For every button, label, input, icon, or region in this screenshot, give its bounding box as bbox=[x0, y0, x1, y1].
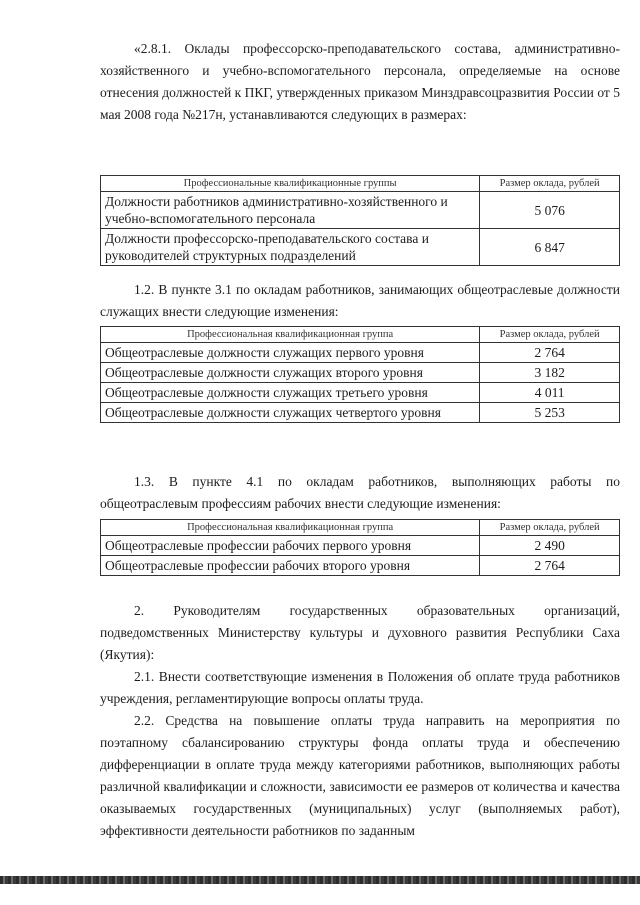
table-header-row bbox=[101, 520, 620, 536]
salary-value: 2 764 bbox=[480, 343, 620, 363]
column-header-salary: Размер оклада, рублей bbox=[480, 176, 620, 192]
table-row bbox=[101, 383, 620, 403]
salary-table-pkg bbox=[100, 175, 620, 266]
table-row bbox=[101, 343, 620, 363]
salary-value: 4 011 bbox=[480, 383, 620, 403]
salary-table-employees bbox=[100, 326, 620, 423]
paragraph-2-2: 2.2. Средства на повышение оплаты труда направить на мероприятия по поэтапному сбалансированию структуры фонда оплаты труда и обеспечению дифференциации в оплате труда между категориями работников, выполняющих работы различной квалификации и сложности, зависимости ее размеров от количества и качества оказываемых государственных (муниципальных) услуг (выполняемых работ), эффективности деятельности работников по заданным bbox=[100, 713, 620, 838]
paragraph-2-8-1: «2.8.1. Оклады профессорско-преподавательского состава, административно-хозяйственного и учебно-вспомогательного персонала, определяемые на основе отнесения должностей к ПКГ, утвержденных приказом Минздравсоцразвития России от 5 мая 2008 года №217н, устанавливаются следующих в размерах: bbox=[100, 41, 620, 122]
table-row bbox=[101, 192, 620, 229]
group-name: Общеотраслевые профессии рабочих второго уровня bbox=[101, 556, 480, 576]
group-name: Общеотраслевые должности служащих третьего уровня bbox=[101, 383, 480, 403]
paragraph-1-2: 1.2. В пункте 3.1 по окладам работников, занимающих общеотраслевые должности служащих внести следующие изменения: bbox=[100, 282, 620, 319]
group-name: Должности работников административно-хозяйственного и учебно-вспомогательного персонала bbox=[101, 192, 480, 229]
scan-edge-line bbox=[0, 876, 640, 884]
salary-table-workers bbox=[100, 519, 620, 576]
group-name: Общеотраслевые должности служащих первого уровня bbox=[101, 343, 480, 363]
column-header-salary: Размер оклада, рублей bbox=[480, 520, 620, 536]
paragraph-2-1: 2.1. Внести соответствующие изменения в Положения об оплате труда работников учреждения, регламентирующие вопросы оплаты труда. bbox=[100, 669, 620, 706]
group-name: Должности профессорско-преподавательского состава и руководителей структурных подразделений bbox=[101, 229, 480, 266]
group-name: Общеотраслевые должности служащих четвертого уровня bbox=[101, 403, 480, 423]
column-header-salary: Размер оклада, рублей bbox=[480, 327, 620, 343]
column-header-group: Профессиональные квалификационные группы bbox=[101, 176, 480, 192]
table-header-row bbox=[101, 176, 620, 192]
group-name: Общеотраслевые профессии рабочих первого уровня bbox=[101, 536, 480, 556]
salary-value: 3 182 bbox=[480, 363, 620, 383]
group-name: Общеотраслевые должности служащих второго уровня bbox=[101, 363, 480, 383]
column-header-group: Профессиональная квалификационная группа bbox=[101, 327, 480, 343]
table-row bbox=[101, 556, 620, 576]
salary-value: 2 490 bbox=[480, 536, 620, 556]
salary-value: 5 253 bbox=[480, 403, 620, 423]
table-row bbox=[101, 363, 620, 383]
salary-value: 5 076 bbox=[480, 192, 620, 229]
column-header-group: Профессиональная квалификационная группа bbox=[101, 520, 480, 536]
paragraph-1-3: 1.3. В пункте 4.1 по окладам работников, выполняющих работы по общеотраслевым профессиям рабочих внести следующие изменения: bbox=[100, 474, 620, 511]
paragraph-2: 2. Руководителям государственных образовательных организаций, подведомственных Министерству культуры и духовного развития Республики Саха (Якутия): bbox=[100, 603, 620, 662]
salary-value: 2 764 bbox=[480, 556, 620, 576]
table-header-row bbox=[101, 327, 620, 343]
salary-value: 6 847 bbox=[480, 229, 620, 266]
table-row bbox=[101, 536, 620, 556]
table-row bbox=[101, 403, 620, 423]
table-row bbox=[101, 229, 620, 266]
